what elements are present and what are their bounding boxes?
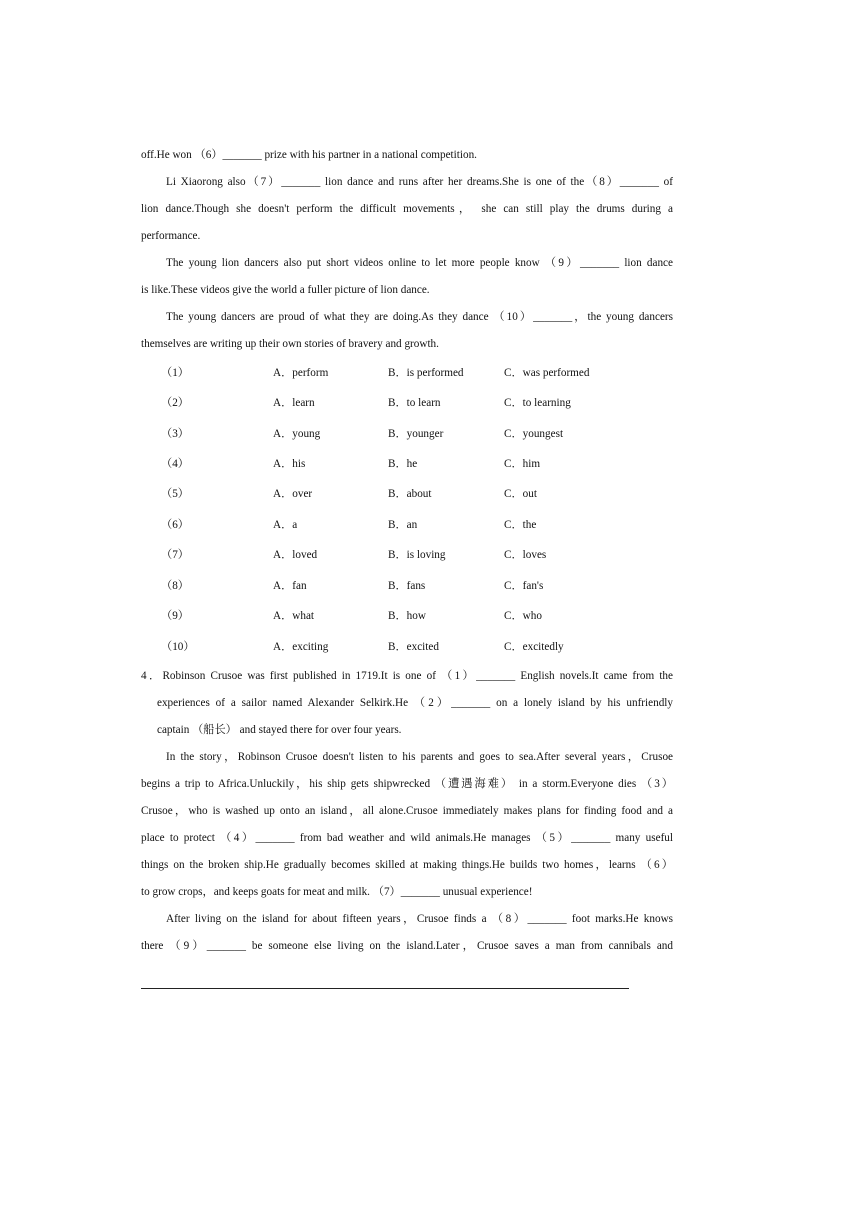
option-a[interactable]: A．learn (273, 397, 315, 409)
option-c[interactable]: C．loves (504, 549, 547, 561)
option-number: （7） (161, 549, 189, 561)
option-b[interactable]: B．younger (388, 428, 444, 440)
option-a[interactable]: A．over (273, 488, 313, 500)
option-b[interactable]: B．to learn (388, 397, 441, 409)
option-a[interactable]: A．fan (273, 580, 307, 592)
option-number: （5） (161, 488, 189, 500)
passage4-line: begins a trip to Africa.Unluckily，his ship gets shipwrecked （遭遇海难） in a storm.Everyone dies （3） (141, 778, 673, 790)
option-a[interactable]: A．his (273, 458, 306, 470)
option-a[interactable]: A．exciting (273, 641, 329, 653)
passage3-line: off.He won （6）_______ prize with his partner in a national competition. (141, 149, 477, 161)
passage4-line: place to protect （4）_______ from bad weather and wild animals.He manages （5）_______ many useful (141, 832, 673, 844)
option-c[interactable]: C．to learning (504, 397, 571, 409)
option-c[interactable]: C．fan's (504, 580, 544, 592)
passage3-line: The young dancers are proud of what they are doing.As they dance （10）_______，the young dancers (166, 311, 673, 323)
passage4-line: there （9）_______ be someone else living on the island.Later，Crusoe saves a man from cannibals and (141, 940, 673, 952)
option-number: （6） (161, 519, 189, 531)
option-c[interactable]: C．him (504, 458, 541, 470)
option-number: （2） (161, 397, 189, 409)
passage3-line: themselves are writing up their own stories of bravery and growth. (141, 338, 439, 350)
passage4-line: Crusoe，who is washed up onto an island，all alone.Crusoe immediately makes plans for finding food and a (141, 805, 673, 817)
option-a[interactable]: A．what (273, 610, 315, 622)
footer-divider (141, 988, 629, 989)
option-c[interactable]: C．who (504, 610, 542, 622)
option-number: （8） (161, 580, 189, 592)
passage3-line: The young lion dancers also put short videos online to let more people know （9）_______ lion dance (166, 257, 673, 269)
option-b[interactable]: B．fans (388, 580, 426, 592)
option-c[interactable]: C．excitedly (504, 641, 564, 653)
passage4-line: captain （船长） and stayed there for over four years. (157, 724, 402, 736)
option-number: （1） (161, 367, 189, 379)
option-b[interactable]: B．how (388, 610, 426, 622)
option-b[interactable]: B．he (388, 458, 418, 470)
option-b[interactable]: B．about (388, 488, 432, 500)
passage4-line: After living on the island for about fifteen years，Crusoe finds a （8）_______ foot marks.He knows (166, 913, 673, 925)
option-number: （9） (161, 610, 189, 622)
passage3-line: is like.These videos give the world a fuller picture of lion dance. (141, 284, 430, 296)
option-a[interactable]: A．young (273, 428, 321, 440)
option-c[interactable]: C．was performed (504, 367, 590, 379)
passage4-line: experiences of a sailor named Alexander Selkirk.He （2）_______ on a lonely island by his unfriendly (157, 697, 673, 709)
option-c[interactable]: C．youngest (504, 428, 564, 440)
option-b[interactable]: B．is performed (388, 367, 464, 379)
option-a[interactable]: A．a (273, 519, 298, 531)
option-number: （10） (161, 641, 195, 653)
option-c[interactable]: C．out (504, 488, 537, 500)
passage3-line: Li Xiaorong also（7）_______ lion dance and runs after her dreams.She is one of the（8）_______ of (166, 176, 673, 188)
option-number: （3） (161, 428, 189, 440)
passage4-line: things on the broken ship.He gradually becomes skilled at making things.He builds two homes，learns （6） (141, 859, 673, 871)
passage4-line: In the story，Robinson Crusoe doesn't listen to his parents and goes to sea.After several years，Crusoe (166, 751, 673, 763)
passage4-line: 4．Robinson Crusoe was first published in 1719.It is one of （1）_______ English novels.It came from the (141, 670, 673, 682)
passage4-line: to grow crops，and keeps goats for meat and milk. （7）_______ unusual experience! (141, 886, 533, 898)
option-b[interactable]: B．is loving (388, 549, 446, 561)
passage3-line: performance. (141, 230, 201, 242)
option-a[interactable]: A．perform (273, 367, 329, 379)
option-b[interactable]: B．excited (388, 641, 439, 653)
option-number: （4） (161, 458, 189, 470)
passage3-line: lion dance.Though she doesn't perform the difficult movements， she can still play the drums during a (141, 203, 673, 215)
option-c[interactable]: C．the (504, 519, 537, 531)
option-a[interactable]: A．loved (273, 549, 318, 561)
option-b[interactable]: B．an (388, 519, 418, 531)
